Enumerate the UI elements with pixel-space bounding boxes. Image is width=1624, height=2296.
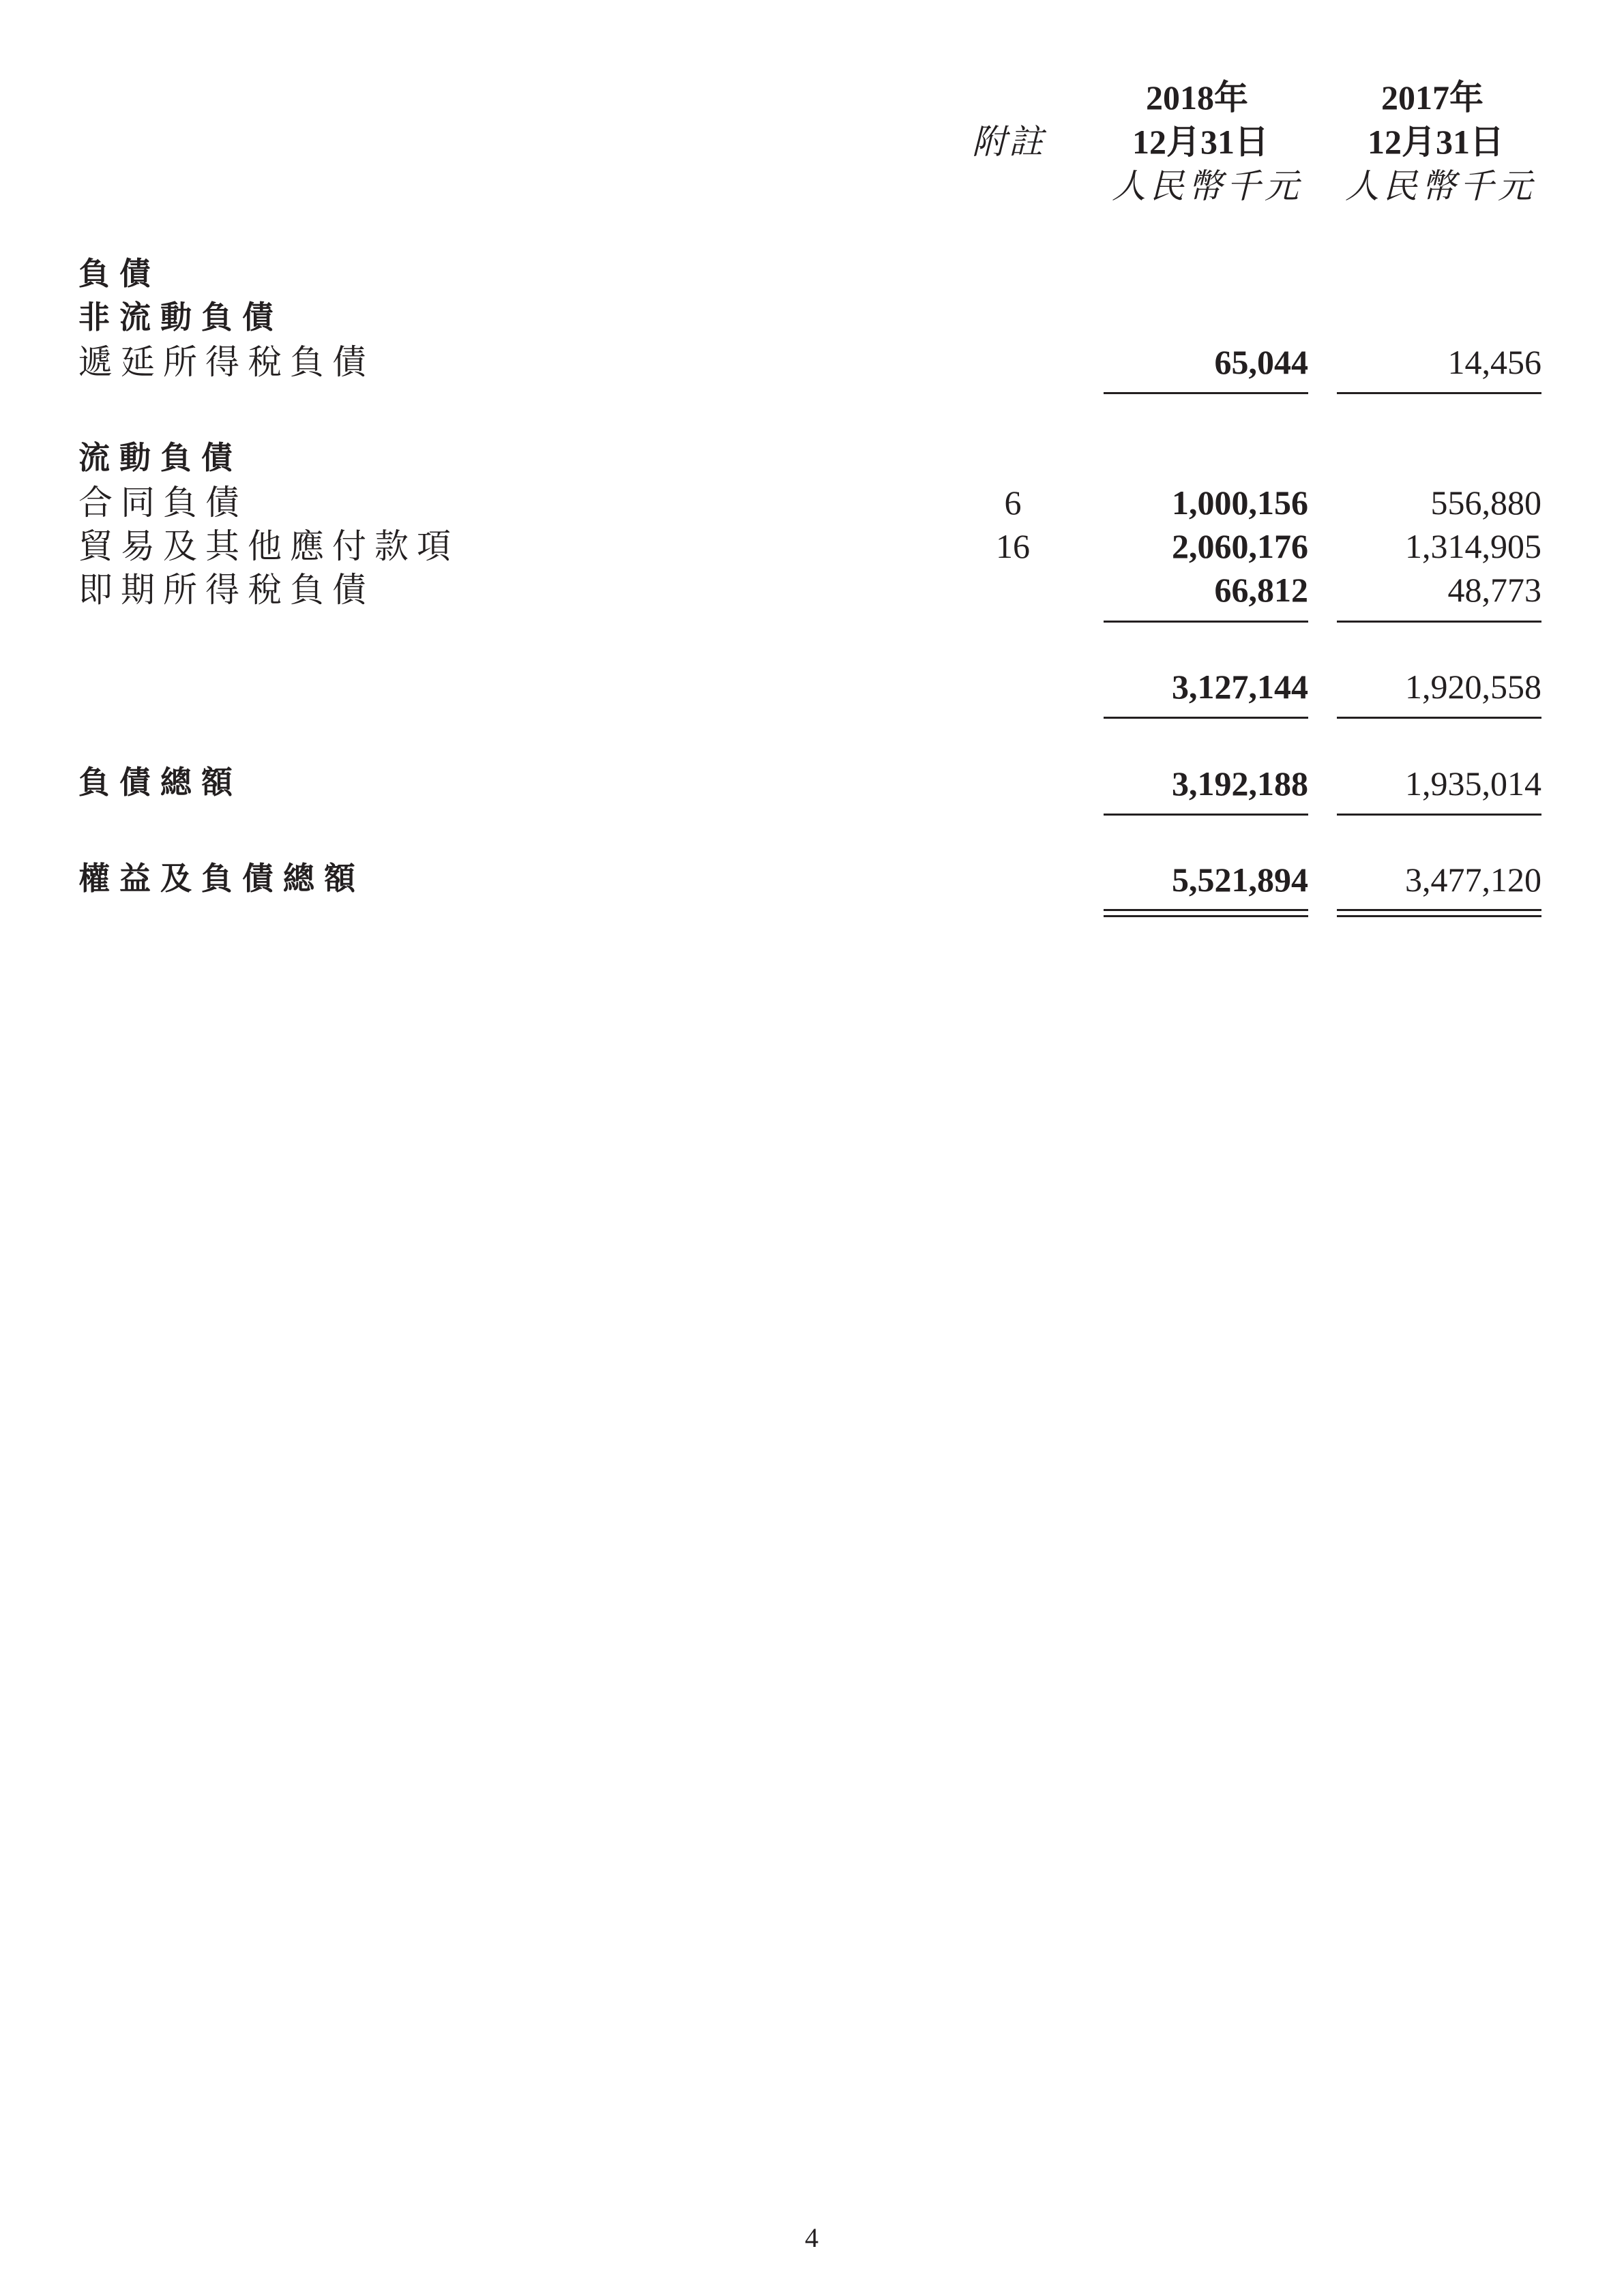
row-label-trade-payables: 貿易及其他應付款項: [78, 527, 459, 565]
rule-2017-noncurrent: [1337, 392, 1541, 394]
page-number: 4: [805, 2222, 818, 2253]
value-2018-contract-liab: 1,000,156: [1172, 483, 1308, 522]
double-rule-2017-bottom: [1337, 915, 1541, 917]
value-2018-deferred-tax: 65,044: [1214, 343, 1308, 381]
double-rule-2018-bottom: [1104, 915, 1308, 917]
row-label-total-equity-liabilities: 權益及負債總額: [78, 860, 365, 897]
value-2017-total-equity-liabilities: 3,477,120: [1405, 861, 1541, 899]
rule-2018-noncurrent: [1104, 392, 1308, 394]
section-current: 流動負債: [78, 439, 242, 476]
rule-2017-current: [1337, 621, 1541, 623]
value-2017-trade-payables: 1,314,905: [1405, 527, 1541, 565]
header-notes: 附註: [972, 123, 1046, 161]
value-2018-current-subtotal: 3,127,144: [1172, 668, 1308, 706]
header-year-2018: 2018年: [1146, 78, 1248, 117]
section-liabilities: 負債: [78, 255, 160, 292]
row-label-deferred-tax: 遞延所得稅負債: [78, 343, 374, 381]
value-2017-total-liabilities: 1,935,014: [1405, 764, 1541, 803]
value-2018-current-tax: 66,812: [1214, 571, 1308, 609]
section-non-current: 非流動負債: [78, 299, 283, 336]
header-currency-2017: 人民幣千元: [1345, 167, 1536, 205]
double-rule-2018-top: [1104, 909, 1308, 911]
value-2018-total-equity-liabilities: 5,521,894: [1172, 861, 1308, 899]
note-trade-payables: 16: [996, 527, 1030, 565]
header-date-2018: 12月31日: [1132, 123, 1269, 161]
double-rule-2017-top: [1337, 909, 1541, 911]
rule-2018-subtotal: [1104, 717, 1308, 719]
row-label-contract-liab: 合同負債: [78, 483, 248, 522]
value-2017-contract-liab: 556,880: [1430, 483, 1541, 522]
rule-2017-total-liabilities: [1337, 814, 1541, 816]
value-2018-total-liabilities: 3,192,188: [1172, 764, 1308, 803]
header-currency-2018: 人民幣千元: [1112, 167, 1303, 205]
value-2017-current-subtotal: 1,920,558: [1405, 668, 1541, 706]
value-2017-current-tax: 48,773: [1447, 571, 1541, 609]
rule-2018-total-liabilities: [1104, 814, 1308, 816]
header-year-2017: 2017年: [1381, 78, 1483, 117]
row-label-current-tax: 即期所得稅負債: [78, 571, 374, 609]
value-2017-deferred-tax: 14,456: [1447, 343, 1541, 381]
header-date-2017: 12月31日: [1368, 123, 1504, 161]
rule-2017-subtotal: [1337, 717, 1541, 719]
rule-2018-current: [1104, 621, 1308, 623]
note-contract-liab: 6: [1004, 483, 1022, 522]
row-label-total-liabilities: 負債總額: [78, 764, 242, 801]
value-2018-trade-payables: 2,060,176: [1172, 527, 1308, 565]
